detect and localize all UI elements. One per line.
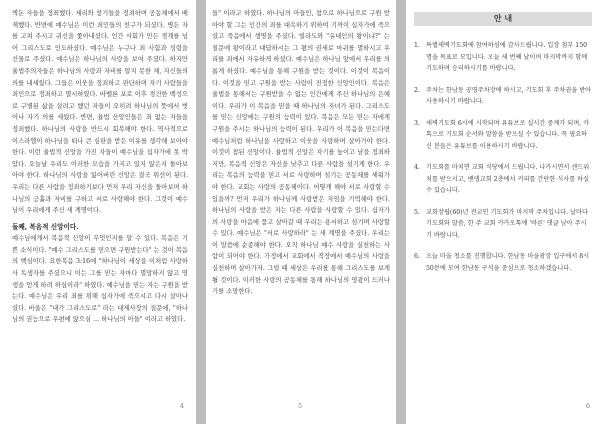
announcements-title: 안 내: [414, 12, 592, 26]
sermon-paragraph: 벽돈 자들을 정죄했다. 세리와 창기들을 정죄하며 공동체에서 배제했다. 반면에 예수님은 이런 죄인들의 친구가 되셨다. 병든 자를 고쳐 주시고 귀신을 쫓아내셨다. 인간 사회가 만든 경계를 넘어 그리스도로 인도하셨다. 예수님은 누구나 죄 사함과 성령을 선물로 주셨다. 예수님은 하나님의 사랑을 보여 주셨다. 하지만 율법주의자들은 하나님의 사랑과 자비를 알지 못한 채, 자신들의 의를 내세웠다. 그들은 이웃을 정죄하고 판단하며 자기 사람들을 죄인으로 정죄하고 멸시하였다. 바벨론 포로 이후 경건한 백성으로 구별된 삶을 살려고 했던 자들이 오히려 하나님의 뜻에서 벗어나 자기 의를 세웠다. 반면, 율법 산앙인들은 죄 없는 자들을 정죄했다. 하나님의 사랑을 반드시 회복해야 한다. 역사적으로 이스라엘이 하나님을 떠나 큰 심판을 받은 이유를 생각해 보아야 한다. 이런 율법적 신앙을 가진 자들이 예수님을 십자가에 못 박았다. 오늘날 우리도 이러한 모습을 가지고 있지 않은지 돌아보아야 한다. 하나님의 사랑을 잃어버린 신앙은 결국 위선이 된다. 우리는 다른 사람을 정죄하기보다 먼저 우리 자신을 돌아보며 하나님의 긍휼과 자비를 구하고 서로 사랑해야 한다. 그것이 예수님이 우리에게 주신 새 계명이다.: [12, 10, 188, 215]
notice-text: 특별새벽기도회에 참여하심에 감사드립니다. 입장 첨부 150명을 목표로 모입니다. 오늘 세 번째 날이며 마지막까지 함께 기도하며 승리하시기를 바랍니다.: [426, 42, 588, 72]
notice-item: [414, 207, 592, 242]
page-5: [206, 0, 396, 424]
notice-number: 1.: [414, 42, 420, 49]
page-number: 4: [179, 402, 184, 410]
sermon-paragraph: 들" 이라고 하였다. 하나님의 아들인, 참으로 하나님으로 구원 받아야 할 그는 인간의 죄를 대속하기 위하여 기꺼이 십자가에 죽으셨고 죽음에서 생명을 주셨다. 빌라도와 "유대인의 왕이냐?" 는 질문에 왕이라고 대답하시는 그 왕의 권세로 마귀를 멸하시고 우리를 죄에서 자유하게 하셨다. 예수님은 하나님 앞에서 우리를 의롭게 하셨다. 예수님을 통해 구원을 받는 것이다. 이것이 복음이다. 이것을 믿고 구원을 받는 사람이 진정한 신앙인이다. 복음은 율법을 통해서는 구원받을 수 없는 인간에게 주신 하나님의 은혜이다. 우리가 이 복음을 믿을 때 하나님의 자녀가 된다. 그리스도를 믿는 신앙에는 구원의 능력이 있다. 복음은 모든 믿는 자에게 구원을 주시는 하나님의 능력이 된다. 우리가 이 복음을 믿는다면 예수님처럼 하나님을 사랑하고 이웃을 사랑하며 살아가야 한다. 이것이 참된 신앙이다. 율법적 신앙은 자기를 높이고 남을 정죄하지만, 복음적 신앙은 자신을 낮추고 다른 사람을 섬기게 한다. 우리는 복음의 능력을 믿고 서로 사랑하며 섬기는 공동체를 세워가야 한다. 교회는 사랑의 공동체이다. 어떻게 해야 서로 사랑할 수 있을까? 먼저 우리가 하나님께 사랑받은 자임을 기억해야 한다. 하나님의 사랑을 받은 자는 다른 사람을 사랑할 수 있다. 십자가의 사랑을 마음에 품고 살아갈 때 우리는 용서하고 섬기며 사랑할 수 있다. 예수님은 "서로 사랑하라" 는 새 계명을 주셨다. 우리는 이 말씀에 순종해야 한다. 오직 하나님 예수 사랑을 실천하는 사람이 되어야 한다. 가정에서 교회에서 직장에서 예수님의 사랑을 실천하며 살아가자. 그럴 때 세상은 우리를 통해 그리스도를 보게 될 것이다. 이러한 사랑의 공동체를 통해 하나님의 영광이 드러나기를 소망한다.: [212, 10, 390, 296]
page-6-announcements: [406, 0, 600, 424]
page-number: 6: [585, 402, 590, 410]
notice-item: [414, 40, 592, 75]
page-4: [0, 0, 196, 424]
notice-number: 2.: [414, 86, 420, 94]
notice-item: [414, 85, 592, 108]
notice-number: 5.: [414, 208, 420, 216]
notice-item: [414, 251, 592, 274]
page-number: 5: [298, 402, 303, 410]
notice-text: 기도회를 마치면 교회 식당에서 드립니다. 나가시면서 샌드위치를 받으시고, 밴댕교회 2층에서 커피를 간단한 식사를 하실 수 있습니다.: [426, 164, 590, 194]
section-heading: 둘째, 복음적 신앙이다.: [12, 222, 79, 231]
notice-number: 6.: [414, 253, 420, 260]
notice-text: 오늘 마을 청소를 진행합니다. 한남동 마을광장 입구에서 8시 50분에 모여 한남동 구석을 중심으로 청소하겠습니다.: [426, 253, 590, 272]
notice-number: 4.: [414, 164, 420, 171]
notice-text: 교회장립(60)년 전교인 기도회가 마지막 주차입니다. 날마다 기도회와 말씀, 한 주 교회 카카오톡에 '바른' 댓글 남아 주시기 바랍니다.: [426, 208, 588, 239]
notice-number: 3.: [414, 119, 420, 127]
notice-item: [414, 162, 592, 197]
notice-text: 새벽기도회 6시에 시작되며 유튜브로 실시간 중계가 되며, 카톡으로 기도회 순서와 말씀을 받으실 수 있습니다. 꼭 필요하신 분들은 유튜브를 이용하시기 바랍니다.: [426, 119, 590, 150]
notice-item: [414, 118, 592, 153]
notice-text: 주차는 한남동 공영주차장에 하시고, 기도회 후 주차권을 받아 사용하시기 바랍니다.: [426, 86, 592, 105]
sermon-paragraph: 예수님에게서 복음적 신앙이 무엇인지를 알 수 있다. 복음은 기쁜 소식이다. "예수 그리스도를 믿으면 구원받는다" 는 것이 복음의 핵심이다. 요한복음 3:16에 "하나님이 세상을 이처럼 사랑하사 독생자를 주셨으니 이는 그를 믿는 자마다 멸망하지 않고 영생을 얻게 하려 하심이라" 하였다. 예수님을 믿는 자는 구원을 받는다. 예수님은 우리 죄를 위해 십자가에 죽으시고 다시 살아나셨다. 바울은 "내가 그리스도로" 라는 대제사장의 질문에, "하나님의 권능으로 우편에 앉으심 … 하나님의 아들" 이라고 하였다.: [12, 235, 188, 324]
